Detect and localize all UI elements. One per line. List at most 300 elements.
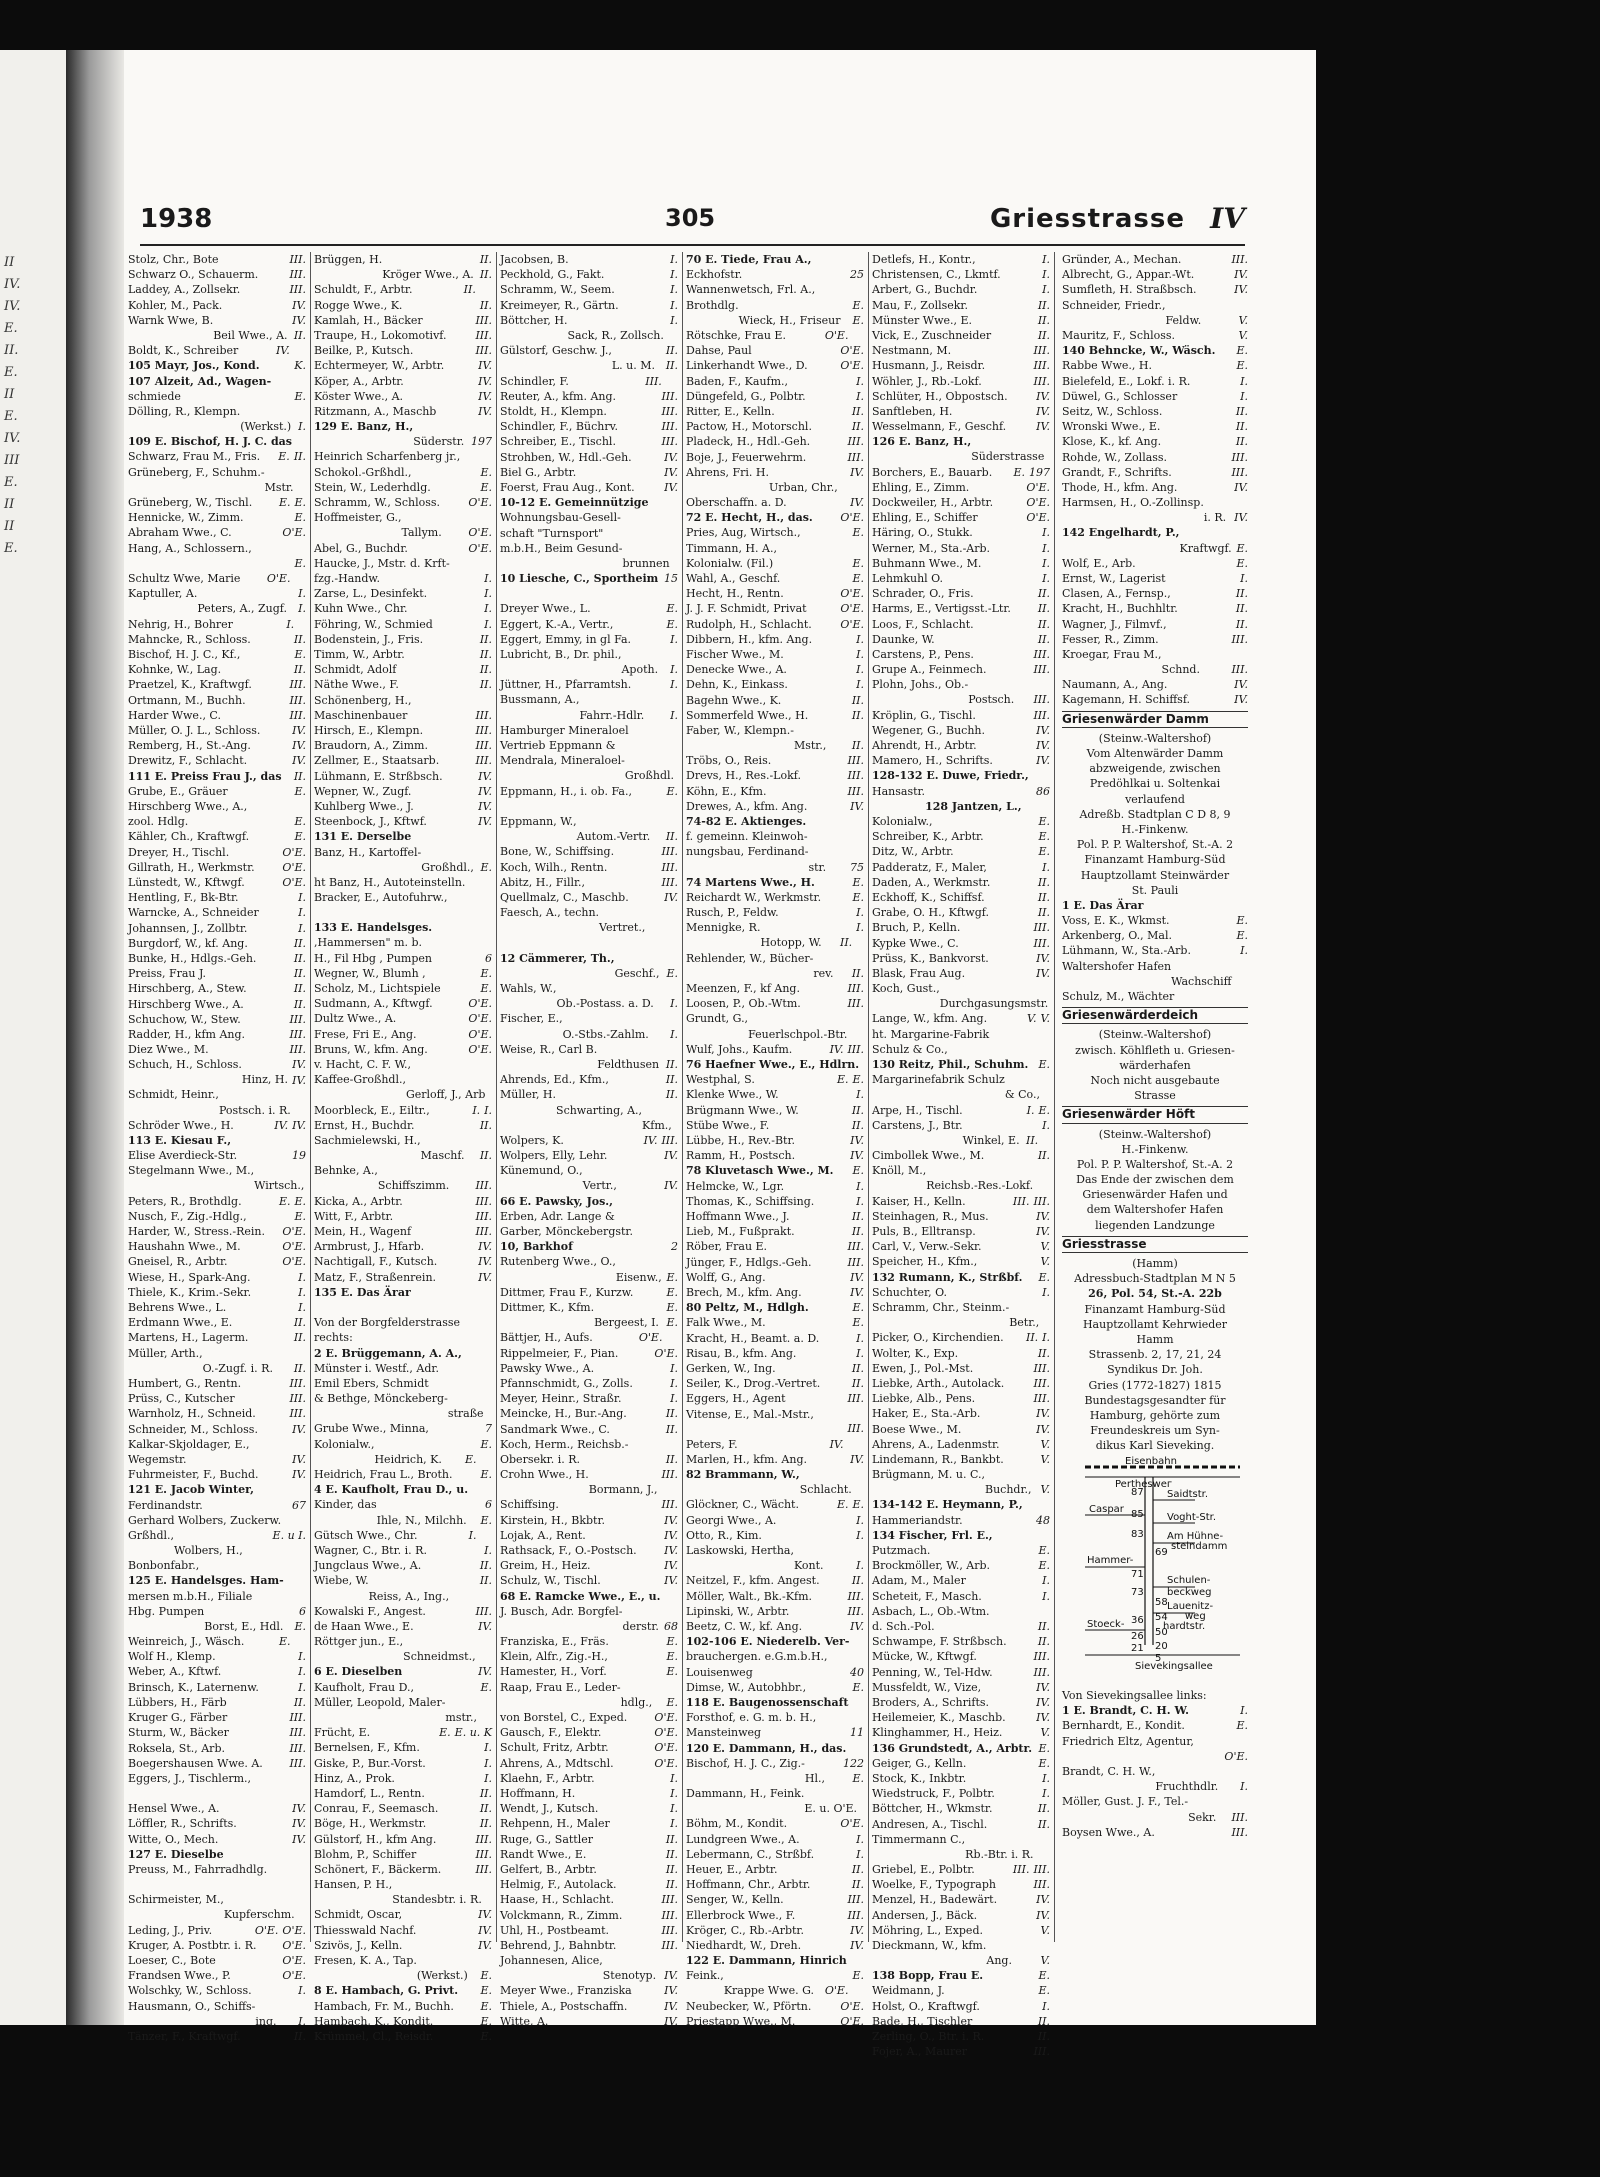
entry-name: Gerloff, J., Arb — [405, 1088, 486, 1102]
page-header — [140, 198, 1245, 246]
entry-name: Priestapp Wwe., M. — [686, 2014, 796, 2028]
floor-code: IV. — [664, 2014, 678, 2028]
entry-name: Brandt, C. H. W., — [1062, 1764, 1156, 1778]
entry-name: Kruger G., Färber — [128, 1711, 228, 1725]
floor-code: 68 — [664, 1619, 678, 1633]
floor-code: I. — [856, 1179, 864, 1193]
entry-name: Woelke, F., Typograph — [872, 1878, 996, 1892]
floor-code: E. — [852, 1498, 864, 1512]
floor-code: O'E. — [468, 526, 492, 540]
floor-code: IV. — [664, 1559, 678, 1573]
entry-name: Rogge Wwe., K. — [314, 298, 403, 312]
directory-entry — [872, 844, 1050, 859]
directory-entry — [872, 768, 1050, 783]
entry-name: Wolpers, K. — [500, 1133, 564, 1147]
directory-entry — [314, 1786, 492, 1801]
directory-entry — [1062, 449, 1248, 464]
entry-name: Prüss, K., Bankvorst. — [872, 951, 989, 965]
directory-entry — [872, 1786, 1050, 1801]
floor-code: II. — [851, 1878, 864, 1892]
entry-name: Köhn, E., Kfm. — [686, 784, 767, 798]
entry-name: Ahrens, A., Ladenmstr. — [872, 1437, 1000, 1451]
entry-name: Peters, A., Zugf. — [197, 602, 287, 616]
entry-name: Giske, P., Bur.-Vorst. — [314, 1756, 426, 1770]
directory-entry — [872, 1482, 1050, 1497]
floor-code: II. — [1235, 587, 1248, 601]
entry-name: Witte, A. — [500, 2014, 549, 2028]
floor-code: O'E. — [282, 1255, 306, 1269]
entry-name: Ruge, G., Sattler — [500, 1832, 594, 1846]
entry-name: Boje, J., Feuerwehrm. — [686, 450, 807, 464]
entry-name: Putzmach. — [872, 1544, 931, 1557]
floor-code: E. — [294, 784, 306, 798]
floor-code: III. — [289, 1028, 306, 1041]
entry-name: Krümmel, Cl., Reisdr. — [314, 2030, 434, 2043]
floor-code: I. — [298, 420, 306, 434]
entry-name: Gülstorf, Geschw. J., — [500, 344, 612, 358]
directory-entry — [128, 1133, 306, 1148]
directory-entry — [1062, 267, 1248, 282]
entry-name: Weinreich, J., Wäsch. — [128, 1635, 245, 1649]
floor-code: IV. — [478, 800, 492, 814]
directory-entry — [1062, 1347, 1248, 1362]
entry-name: Böttcher, H. — [500, 313, 568, 327]
floor-code: II. — [1037, 298, 1050, 312]
entry-name: Mansteinweg — [686, 1726, 762, 1740]
floor-code: E. — [480, 1999, 492, 2013]
floor-code: E. — [852, 1771, 864, 1785]
floor-code: O'E. — [654, 1726, 678, 1740]
directory-entry — [500, 1953, 678, 1968]
entry-name: Gerhard Wolbers, Zuckerw. — [128, 1513, 282, 1527]
floor-code: O'E. — [840, 1999, 864, 2013]
directory-entry — [1062, 761, 1248, 776]
directory-entry — [500, 313, 678, 328]
entry-name: Grube Wwe., Minna, — [314, 1422, 429, 1436]
directory-entry — [686, 298, 864, 313]
directory-entry — [500, 449, 678, 464]
floor-code: I. — [1240, 1704, 1248, 1718]
entry-name: Schrader, O., Fris. — [872, 587, 974, 601]
floor-code: O'E. — [840, 602, 864, 616]
entry-name: Hl., — [804, 1771, 825, 1785]
map-street-label: weg — [1185, 1611, 1206, 1622]
entry-name: Eggert, Emmy, in gl Fa. — [500, 632, 632, 646]
floor-code: III. — [1033, 936, 1050, 950]
directory-entry — [686, 282, 864, 297]
entry-name: Pries, Aug, Wirtsch., — [686, 526, 801, 540]
directory-entry — [686, 1756, 864, 1771]
entry-name: Fresen, K. A., Tap. — [314, 1954, 417, 1968]
directory-entry — [686, 768, 864, 783]
entry-name: Griesstrasse — [1062, 1236, 1147, 1251]
directory-entry — [500, 1740, 678, 1755]
entry-name: Weidmann, J. — [872, 1984, 945, 1998]
directory-entry — [872, 692, 1050, 707]
directory-entry — [314, 647, 492, 662]
floor-code: III. — [1033, 1361, 1050, 1375]
floor-code: IV. — [478, 1665, 492, 1679]
directory-entry — [314, 920, 492, 935]
floor-code: II. — [1037, 1346, 1050, 1360]
directory-entry — [1062, 943, 1248, 958]
entry-name: Dultz Wwe., A. — [314, 1012, 397, 1026]
entry-name: 127 E. Dieselbe — [128, 1847, 224, 1861]
directory-entry — [128, 1163, 306, 1178]
directory-entry — [872, 799, 1050, 814]
directory-entry — [500, 586, 678, 601]
floor-code: I. — [484, 1771, 492, 1785]
entry-name: Steenbock, J., Kftwf. — [314, 815, 427, 829]
entry-name: Ob.-Postass. a. D. — [556, 997, 654, 1011]
entry-name: Peters, R., Brothdlg. — [128, 1194, 242, 1208]
directory-entry — [314, 1011, 492, 1026]
entry-name: Haucke, J., Mstr. d. Krft- — [314, 556, 450, 570]
entry-name: Wepner, W., Zugf. — [314, 784, 412, 798]
entry-name: Rippelmeier, F., Pian. — [500, 1346, 619, 1360]
floor-code: E. — [852, 1316, 864, 1330]
entry-name: Pol. P. P. Waltershof, St.-A. 2 — [1076, 838, 1234, 852]
entry-name: Kreimeyer, R., Gärtn. — [500, 298, 619, 312]
floor-code: I. — [298, 906, 306, 920]
map-street-label: Sievekingsallee — [1135, 1661, 1213, 1672]
entry-name: Sandmark Wwe., C. — [500, 1422, 610, 1436]
directory-entry — [1062, 525, 1248, 540]
floor-code: E. — [480, 860, 492, 874]
prev-page-fragment: IV. — [4, 299, 21, 314]
floor-code: 75 — [850, 860, 864, 874]
floor-code: 25 — [850, 268, 864, 282]
entry-name: E. u. O'E. — [804, 1802, 858, 1816]
floor-code: I. — [670, 1392, 678, 1406]
directory-entry — [314, 1057, 492, 1072]
floor-code: IV. — [292, 1058, 306, 1072]
entry-name: Blask, Frau Aug. — [872, 966, 966, 980]
floor-code: E. — [666, 1665, 678, 1679]
floor-code: IV. — [664, 890, 678, 904]
entry-name: Heinrich Scharfenberg jr., — [314, 450, 461, 464]
entry-name: Möller, Walt., Bk.-Kfm. — [686, 1589, 812, 1603]
entry-name: Witte, O., Mech. — [128, 1832, 219, 1846]
map-house-number: 85 — [1131, 1509, 1144, 1520]
directory-entry — [686, 1330, 864, 1345]
entry-name: Tänzer, F., Kraftwgf. — [128, 2029, 241, 2043]
entry-name: Mamero, H., Schrifts. — [872, 754, 993, 768]
directory-entry — [872, 586, 1050, 601]
directory-entry — [872, 890, 1050, 905]
floor-code: III. — [847, 1422, 864, 1436]
floor-code: O'E. — [468, 1012, 492, 1026]
directory-entry — [686, 1816, 864, 1831]
entry-name: 138 Bopp, Frau E. — [872, 1969, 984, 1983]
entry-name: Großhdl., — [421, 860, 474, 874]
directory-entry — [128, 1680, 306, 1695]
floor-code: E. — [852, 526, 864, 540]
entry-name: 122 E. Dammann, Hinrich — [686, 1954, 847, 1968]
directory-entry — [500, 1270, 678, 1285]
entry-name: Gneisel, R., Arbtr. — [128, 1255, 228, 1269]
entry-name: Martens, H., Lagerm. — [128, 1331, 249, 1345]
entry-name: 130 Reitz, Phil., Schuhm. — [872, 1058, 1029, 1071]
entry-name: Stein, W., Lederhdlg. — [314, 480, 431, 494]
entry-name: Wagner, J., Filmvf., — [1062, 617, 1167, 631]
directory-entry — [686, 1163, 864, 1178]
entry-name: Hensel Wwe., A. — [128, 1802, 220, 1816]
floor-code: III. — [289, 1392, 306, 1406]
directory-entry — [500, 1862, 678, 1877]
directory-entry — [314, 343, 492, 358]
directory-entry — [314, 1209, 492, 1224]
directory-entry — [686, 419, 864, 434]
entry-name: 102-106 E. Niederelb. Ver- — [686, 1635, 850, 1649]
floor-code: II. — [1037, 1817, 1050, 1831]
entry-name: Müller, Leopold, Maler- — [314, 1695, 446, 1709]
directory-entry — [686, 1558, 864, 1573]
floor-code: II. — [839, 936, 853, 950]
entry-name: Vertret., — [599, 921, 646, 935]
floor-code: E. — [1038, 1969, 1050, 1983]
directory-entry — [500, 1376, 678, 1391]
entry-name: Ihle, N., Milchh. — [376, 1513, 467, 1527]
directory-entry — [872, 374, 1050, 389]
directory-entry — [686, 1619, 864, 1634]
entry-name: Nusch, F., Zig.-Hdlg., — [128, 1209, 247, 1223]
directory-entry — [128, 282, 306, 297]
entry-name: Emil Ebers, Schmidt — [314, 1376, 429, 1390]
entry-name: Schröder Wwe., H. — [128, 1118, 234, 1132]
entry-name: Schuchow, W., Stew. — [128, 1012, 241, 1026]
floor-code: IV. — [292, 754, 306, 768]
directory-entry — [500, 2014, 678, 2029]
entry-name: Schindler, F., Büchrv. — [500, 420, 618, 434]
directory-entry — [500, 1695, 678, 1710]
floor-code: III. — [1033, 648, 1050, 662]
entry-name: Matz, F., Straßenrein. — [314, 1270, 437, 1284]
directory-entry — [500, 1497, 678, 1512]
floor-code: I. — [298, 1984, 306, 1998]
entry-name: Padderatz, F., Maler, — [872, 860, 987, 874]
directory-entry — [686, 1224, 864, 1239]
entry-name: Von der Borgfelderstrasse — [314, 1316, 461, 1330]
directory-entry — [872, 541, 1050, 556]
entry-name: Otto, R., Kim. — [686, 1528, 762, 1542]
entry-name: Das Ende der zwischen dem — [1076, 1173, 1234, 1187]
directory-entry — [128, 1725, 306, 1740]
directory-entry — [314, 404, 492, 419]
entry-name: Lange, W., kfm. Ang. — [872, 1012, 988, 1026]
directory-entry — [1062, 1764, 1248, 1779]
directory-entry — [500, 1346, 678, 1361]
floor-code: I. — [856, 389, 864, 403]
entry-name: Risau, B., kfm. Ang. — [686, 1346, 797, 1360]
entry-name: Peters, F. — [686, 1437, 738, 1451]
floor-code: III. — [661, 1908, 678, 1922]
entry-name: Hauptzollamt Kehrwieder — [1082, 1317, 1228, 1331]
entry-name: Tröbs, O., Reis. — [686, 754, 772, 768]
directory-entry — [314, 723, 492, 738]
entry-name: Broders, A., Schrifts. — [872, 1696, 990, 1710]
floor-code: III. — [289, 1376, 306, 1390]
previous-page-edge — [0, 50, 66, 2025]
entry-name: Thiesswald Nachf. — [314, 1923, 417, 1937]
directory-entry — [128, 1315, 306, 1330]
directory-entry — [500, 784, 678, 799]
floor-code: II. — [1235, 617, 1248, 631]
entry-name: Neubecker, W., Pförtn. — [686, 1999, 812, 2013]
directory-entry — [1062, 434, 1248, 449]
directory-entry — [686, 1042, 864, 1057]
directory-entry — [314, 510, 492, 525]
floor-code: I. — [856, 1088, 864, 1102]
floor-code: II. — [851, 1225, 864, 1239]
floor-code: III. — [1033, 359, 1050, 373]
directory-entry — [128, 419, 306, 434]
entry-name: Praetzel, K., Kraftwgf. — [128, 678, 252, 692]
directory-entry — [128, 1042, 306, 1057]
directory-entry — [1062, 541, 1248, 556]
entry-name: Heidrich, K. — [374, 1452, 442, 1466]
entry-name: Mahncke, R., Schloss. — [128, 632, 251, 646]
floor-code: I. — [1042, 1331, 1050, 1345]
entry-name: Puls, B., Elltransp. — [872, 1225, 976, 1239]
directory-entry — [686, 252, 864, 267]
directory-entry — [128, 951, 306, 966]
entry-name: ,Hammersen" m. b. — [314, 936, 423, 950]
floor-code: II. — [1235, 602, 1248, 616]
entry-name: Kfm., — [642, 1118, 672, 1132]
floor-code: II. — [665, 359, 678, 373]
floor-code: IV. — [664, 465, 678, 479]
entry-name: Fuhrmeister, F., Buchd. — [128, 1468, 259, 1482]
entry-name: Stock, K., Inkbtr. — [872, 1772, 967, 1786]
entry-name: Speicher, H., Kfm., — [872, 1255, 978, 1269]
entry-name: Kohler, M., Pack. — [128, 298, 223, 312]
floor-code: II. — [665, 1073, 678, 1087]
entry-name: J. Busch, Adr. Borgfel- — [500, 1604, 623, 1618]
floor-code: IV. — [1036, 405, 1050, 419]
directory-entry — [314, 328, 492, 343]
entry-name: Leding, J., Priv. — [128, 1923, 213, 1937]
entry-name: Wahl, A., Geschf. — [686, 572, 781, 586]
directory-entry — [686, 1664, 864, 1679]
directory-entry — [128, 738, 306, 753]
directory-entry — [500, 495, 678, 510]
directory-entry — [128, 1664, 306, 1679]
entry-name: Johannesen, Alice, — [500, 1954, 603, 1968]
directory-entry — [500, 541, 678, 556]
entry-name: Dölling, R., Klempn. — [128, 404, 241, 418]
floor-code: I. — [1042, 1787, 1050, 1801]
prev-page-fragment: E. — [4, 321, 18, 336]
entry-name: Kupferschm. — [223, 1908, 295, 1922]
floor-code: E. — [666, 1635, 678, 1649]
map-house-number: 69 — [1155, 1547, 1168, 1558]
directory-entry — [128, 389, 306, 404]
directory-entry — [500, 890, 678, 905]
directory-entry — [314, 2014, 492, 2029]
directory-entry — [686, 814, 864, 829]
entry-name: 136 Grundstedt, A., Arbtr. — [872, 1741, 1033, 1755]
directory-entry — [872, 814, 1050, 829]
entry-name: Dockweiler, H., Arbtr. — [872, 496, 994, 510]
entry-name: Buhmann Wwe., M. — [872, 556, 982, 570]
prev-page-fragment: IV. — [4, 431, 21, 446]
floor-code: I. — [1042, 1574, 1050, 1588]
directory-entry — [128, 1452, 306, 1467]
directory-entry — [500, 981, 678, 996]
entry-name: Behrens Wwe., L. — [128, 1301, 227, 1315]
directory-entry — [686, 692, 864, 707]
floor-code: I. — [286, 617, 295, 631]
entry-name: Drevs, H., Res.-Lokf. — [686, 769, 801, 783]
directory-entry — [872, 1103, 1050, 1118]
directory-entry — [500, 1437, 678, 1452]
directory-entry — [872, 1892, 1050, 1907]
floor-code: II. — [1037, 329, 1050, 343]
floor-code: O'E. — [282, 1923, 306, 1937]
floor-code: I. — [1240, 1780, 1248, 1794]
entry-name: fzg.-Handw. — [314, 571, 381, 585]
directory-entry — [686, 328, 864, 343]
entry-name: Rabbe Wwe., H. — [1062, 359, 1152, 373]
floor-code: IV. — [850, 1938, 864, 1952]
directory-entry — [128, 1421, 306, 1436]
floor-code: III. — [1033, 1665, 1050, 1679]
directory-entry — [1062, 404, 1248, 419]
entry-name: Mücke, W., Kftwgf. — [872, 1650, 977, 1664]
entry-name: Strassenb. 2, 17, 21, 24 — [1088, 1348, 1222, 1362]
floor-code: II. — [479, 1559, 492, 1573]
entry-name: Mau, F., Zollsekr. — [872, 298, 968, 312]
entry-name: Hirsch, E., Klempn. — [314, 724, 424, 738]
floor-code: II. — [293, 632, 306, 646]
floor-code: E. u. K — [454, 1726, 492, 1740]
entry-name: Ehling, E., Schiffer — [872, 511, 978, 525]
entry-name: Brinsch, K., Laternenw. — [128, 1680, 259, 1694]
entry-name: Vertr., — [582, 1179, 617, 1193]
directory-entry — [500, 799, 678, 814]
entry-name: Peckhold, G., Fakt. — [500, 268, 605, 282]
floor-code: IV. — [478, 1619, 492, 1633]
entry-name: Behrend, J., Bahnbtr. — [500, 1939, 617, 1953]
entry-name: Bernhardt, E., Kondit. — [1062, 1719, 1185, 1733]
floor-code: II. — [293, 1695, 306, 1709]
floor-code: I. — [670, 283, 678, 297]
entry-name: Kracht, H., Buchhltr. — [1062, 602, 1178, 616]
directory-entry — [314, 298, 492, 313]
entry-name: Schirmeister, M., — [128, 1893, 224, 1907]
prev-page-fragment: II — [4, 255, 15, 270]
directory-entry — [872, 647, 1050, 662]
directory-entry — [500, 1604, 678, 1619]
entry-name: Klein, Alfr., Zig.-H., — [500, 1650, 608, 1664]
floor-code: II. — [1037, 1635, 1050, 1649]
directory-entry — [872, 1270, 1050, 1285]
directory-entry — [500, 1391, 678, 1406]
floor-code: I. — [484, 602, 492, 616]
directory-entry — [686, 738, 864, 753]
directory-entry — [686, 1877, 864, 1892]
directory-entry — [872, 1011, 1050, 1026]
entry-name: Standesbtr. i. R. — [392, 1893, 482, 1907]
floor-code: II. — [293, 769, 306, 783]
directory-entry — [314, 617, 492, 632]
entry-name: Löffler, R., Schrifts. — [128, 1817, 237, 1831]
entry-name: Eckhoff, K., Schiffsf. — [872, 890, 985, 904]
directory-entry — [872, 632, 1050, 647]
directory-entry — [314, 1619, 492, 1634]
floor-code: I. — [298, 602, 306, 616]
